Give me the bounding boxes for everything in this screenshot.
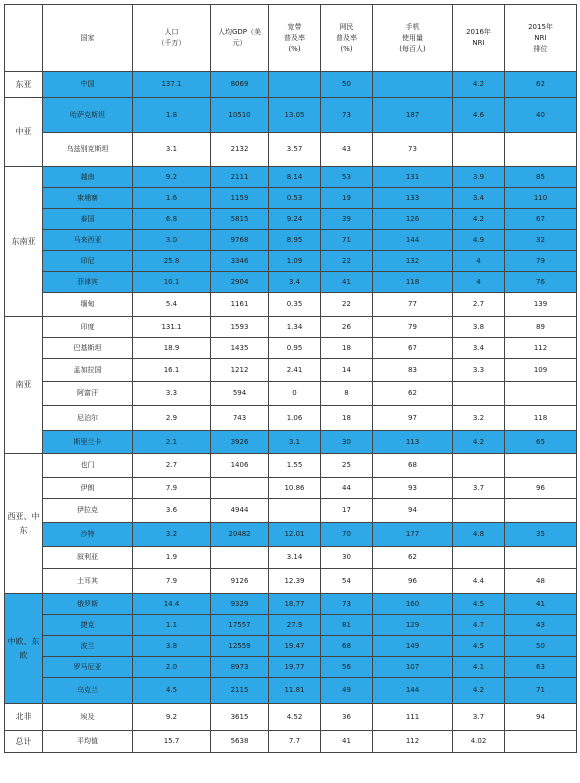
region-cell: 中欧、东欧 <box>5 594 43 704</box>
internet-cell: 36 <box>321 704 373 731</box>
header-text-line: （千万） <box>157 39 186 47</box>
table-row <box>5 678 577 704</box>
country-cell: 尼泊尔 <box>43 406 133 431</box>
broadband-cell: 4.52 <box>269 704 321 731</box>
broadband-cell: 19.47 <box>269 636 321 657</box>
broadband-cell: 12.01 <box>269 523 321 547</box>
population-cell: 3.8 <box>133 636 211 657</box>
table-row <box>5 72 577 98</box>
country-cell: 伊拉克 <box>43 499 133 523</box>
nri-cell <box>453 133 505 167</box>
internet-cell: 53 <box>321 167 373 188</box>
country-cell: 叙利亚 <box>43 547 133 569</box>
population-cell: 3.1 <box>133 133 211 167</box>
broadband-cell: 3.14 <box>269 547 321 569</box>
population-cell: 1.1 <box>133 615 211 636</box>
header-text-line: 人均GDP（美 <box>217 28 262 36</box>
mobile-cell: 62 <box>373 547 453 569</box>
country-cell: 柬埔寨 <box>43 188 133 209</box>
rank-cell: 41 <box>505 594 577 615</box>
country-cell: 俄罗斯 <box>43 594 133 615</box>
country-cell: 孟加拉国 <box>43 359 133 382</box>
country-cell: 马来西亚 <box>43 230 133 251</box>
mobile-cell: 62 <box>373 382 453 406</box>
rank-cell: 63 <box>505 657 577 678</box>
nri-cell: 4.2 <box>453 678 505 704</box>
country-cell: 印度 <box>43 317 133 338</box>
rank-cell: 139 <box>505 293 577 317</box>
internet-cell: 18 <box>321 338 373 359</box>
rank-cell: 62 <box>505 72 577 98</box>
gdp-cell: 5815 <box>211 209 269 230</box>
header-nri-2016 <box>453 5 505 72</box>
rank-cell: 85 <box>505 167 577 188</box>
internet-cell: 14 <box>321 359 373 382</box>
rank-cell: 89 <box>505 317 577 338</box>
broadband-cell: 3.1 <box>269 431 321 454</box>
broadband-cell: 2.41 <box>269 359 321 382</box>
header-text-line: 宽带 <box>287 22 302 31</box>
rank-cell: 67 <box>505 209 577 230</box>
population-cell: 15.7 <box>133 731 211 753</box>
broadband-cell: 0 <box>269 382 321 406</box>
nri-cell: 4.02 <box>453 731 505 753</box>
population-cell: 2.1 <box>133 431 211 454</box>
gdp-cell: 1161 <box>211 293 269 317</box>
country-cell: 也门 <box>43 454 133 478</box>
gdp-cell: 1406 <box>211 454 269 478</box>
population-cell: 7.9 <box>133 569 211 594</box>
gdp-cell: 3926 <box>211 431 269 454</box>
header-text-line: 2016年 <box>466 28 491 36</box>
table-row <box>5 209 577 230</box>
country-cell: 印尼 <box>43 251 133 272</box>
nri-cell: 4.4 <box>453 569 505 594</box>
country-cell: 捷克 <box>43 615 133 636</box>
header-mobile-usage <box>373 5 453 72</box>
nri-cell: 3.9 <box>453 167 505 188</box>
table-row <box>5 338 577 359</box>
country-cell: 斯里兰卡 <box>43 431 133 454</box>
rank-cell: 32 <box>505 230 577 251</box>
country-cell: 沙特 <box>43 523 133 547</box>
internet-cell: 41 <box>321 272 373 293</box>
mobile-cell: 79 <box>373 317 453 338</box>
nri-cell <box>453 547 505 569</box>
gdp-cell: 2111 <box>211 167 269 188</box>
population-cell: 18.9 <box>133 338 211 359</box>
population-cell: 1.9 <box>133 547 211 569</box>
mobile-cell: 129 <box>373 615 453 636</box>
gdp-cell: 17557 <box>211 615 269 636</box>
internet-cell: 54 <box>321 569 373 594</box>
nri-comparison-table <box>4 4 577 753</box>
internet-cell: 26 <box>321 317 373 338</box>
internet-cell: 68 <box>321 636 373 657</box>
mobile-cell <box>373 72 453 98</box>
rank-cell: 50 <box>505 636 577 657</box>
population-cell: 25.8 <box>133 251 211 272</box>
nri-cell: 4.9 <box>453 230 505 251</box>
gdp-cell: 8069 <box>211 72 269 98</box>
table-row <box>5 98 577 133</box>
nri-cell: 4.2 <box>453 209 505 230</box>
nri-cell: 3.4 <box>453 338 505 359</box>
header-text-line: 元） <box>232 39 247 47</box>
population-cell: 2.7 <box>133 454 211 478</box>
country-cell: 哈萨克斯坦 <box>43 98 133 133</box>
internet-cell: 22 <box>321 293 373 317</box>
mobile-cell: 118 <box>373 272 453 293</box>
mobile-cell: 112 <box>373 731 453 753</box>
population-cell: 1.8 <box>133 98 211 133</box>
gdp-cell: 3615 <box>211 704 269 731</box>
table-row <box>5 359 577 382</box>
nri-cell: 3.2 <box>453 406 505 431</box>
nri-cell: 4.5 <box>453 594 505 615</box>
internet-cell: 50 <box>321 72 373 98</box>
internet-cell: 56 <box>321 657 373 678</box>
rank-cell <box>505 382 577 406</box>
table-row <box>5 636 577 657</box>
broadband-cell: 0.35 <box>269 293 321 317</box>
nri-cell: 2.7 <box>453 293 505 317</box>
country-cell: 波兰 <box>43 636 133 657</box>
table-row <box>5 454 577 478</box>
mobile-cell: 111 <box>373 704 453 731</box>
internet-cell: 30 <box>321 431 373 454</box>
mobile-cell: 97 <box>373 406 453 431</box>
population-cell: 131.1 <box>133 317 211 338</box>
country-cell: 罗马尼亚 <box>43 657 133 678</box>
header-text-line: NRI <box>472 39 485 47</box>
header-broadband-rate <box>269 5 321 72</box>
gdp-cell: 2904 <box>211 272 269 293</box>
broadband-cell: 1.34 <box>269 317 321 338</box>
table-row <box>5 406 577 431</box>
rank-cell <box>505 547 577 569</box>
header-text-line: NRI <box>534 33 547 42</box>
mobile-cell: 107 <box>373 657 453 678</box>
country-cell: 阿富汗 <box>43 382 133 406</box>
country-cell: 菲律宾 <box>43 272 133 293</box>
region-cell: 南亚 <box>5 317 43 454</box>
rank-cell <box>505 454 577 478</box>
rank-cell: 112 <box>505 338 577 359</box>
broadband-cell: 19.77 <box>269 657 321 678</box>
population-cell: 1.6 <box>133 188 211 209</box>
gdp-cell: 1212 <box>211 359 269 382</box>
internet-cell: 73 <box>321 594 373 615</box>
population-cell: 10.1 <box>133 272 211 293</box>
table-row <box>5 293 577 317</box>
rank-cell: 118 <box>505 406 577 431</box>
mobile-cell: 149 <box>373 636 453 657</box>
rank-cell <box>505 499 577 523</box>
internet-cell: 22 <box>321 251 373 272</box>
broadband-cell: 13.05 <box>269 98 321 133</box>
gdp-cell: 5638 <box>211 731 269 753</box>
nri-cell: 3.7 <box>453 704 505 731</box>
mobile-cell: 94 <box>373 499 453 523</box>
region-cell: 中亚 <box>5 98 43 167</box>
rank-cell: 48 <box>505 569 577 594</box>
nri-cell: 3.7 <box>453 478 505 499</box>
header-text-line: (每百人) <box>399 44 426 53</box>
broadband-cell: 10.86 <box>269 478 321 499</box>
nri-cell: 4.8 <box>453 523 505 547</box>
gdp-cell: 9768 <box>211 230 269 251</box>
rank-cell: 43 <box>505 615 577 636</box>
mobile-cell: 144 <box>373 678 453 704</box>
nri-cell: 3.4 <box>453 188 505 209</box>
mobile-cell: 187 <box>373 98 453 133</box>
mobile-cell: 131 <box>373 167 453 188</box>
gdp-cell: 9126 <box>211 569 269 594</box>
internet-cell: 41 <box>321 731 373 753</box>
rank-cell: 40 <box>505 98 577 133</box>
nri-cell: 4.1 <box>453 657 505 678</box>
population-cell: 137.1 <box>133 72 211 98</box>
internet-cell: 25 <box>321 454 373 478</box>
header-text-line: 2015年 <box>528 22 553 31</box>
mobile-cell: 144 <box>373 230 453 251</box>
internet-cell: 49 <box>321 678 373 704</box>
nri-cell: 4.2 <box>453 431 505 454</box>
population-cell: 16.1 <box>133 359 211 382</box>
region-cell: 北非 <box>5 704 43 731</box>
rank-cell: 35 <box>505 523 577 547</box>
broadband-cell: 7.7 <box>269 731 321 753</box>
gdp-cell: 3346 <box>211 251 269 272</box>
population-cell: 14.4 <box>133 594 211 615</box>
header-text-line: (%) <box>288 44 301 53</box>
header-population <box>133 5 211 72</box>
region-cell: 总计 <box>5 731 43 753</box>
gdp-cell <box>211 478 269 499</box>
rank-cell: 65 <box>505 431 577 454</box>
table-row <box>5 523 577 547</box>
population-cell: 7.9 <box>133 478 211 499</box>
mobile-cell: 177 <box>373 523 453 547</box>
internet-cell: 71 <box>321 230 373 251</box>
population-cell: 5.4 <box>133 293 211 317</box>
nri-cell <box>453 382 505 406</box>
header-text-line: 手机 <box>405 22 420 31</box>
country-cell: 越南 <box>43 167 133 188</box>
nri-cell: 3.3 <box>453 359 505 382</box>
region-cell: 东南亚 <box>5 167 43 317</box>
header-gdp-per-capita <box>211 5 269 72</box>
population-cell: 9.2 <box>133 167 211 188</box>
table-row <box>5 547 577 569</box>
gdp-cell: 4944 <box>211 499 269 523</box>
mobile-cell: 83 <box>373 359 453 382</box>
gdp-cell <box>211 547 269 569</box>
header-row <box>5 5 577 72</box>
gdp-cell: 1159 <box>211 188 269 209</box>
table-row <box>5 188 577 209</box>
mobile-cell: 67 <box>373 338 453 359</box>
nri-cell: 4.7 <box>453 615 505 636</box>
population-cell: 2.9 <box>133 406 211 431</box>
gdp-cell: 1435 <box>211 338 269 359</box>
internet-cell: 73 <box>321 98 373 133</box>
nri-cell: 4.6 <box>453 98 505 133</box>
gdp-cell: 1593 <box>211 317 269 338</box>
broadband-cell: 8.95 <box>269 230 321 251</box>
header-text-line: (%) <box>340 44 353 53</box>
internet-cell: 18 <box>321 406 373 431</box>
population-cell: 3.2 <box>133 523 211 547</box>
broadband-cell <box>269 499 321 523</box>
header-text-line: 普及率 <box>336 33 357 42</box>
broadband-cell: 1.55 <box>269 454 321 478</box>
header-corner <box>5 5 43 72</box>
table-row <box>5 431 577 454</box>
country-cell: 乌克兰 <box>43 678 133 704</box>
country-cell: 乌兹别克斯坦 <box>43 133 133 167</box>
mobile-cell: 132 <box>373 251 453 272</box>
broadband-cell <box>269 72 321 98</box>
broadband-cell: 27.9 <box>269 615 321 636</box>
internet-cell: 17 <box>321 499 373 523</box>
table-row <box>5 594 577 615</box>
table-row <box>5 317 577 338</box>
gdp-cell: 8973 <box>211 657 269 678</box>
internet-cell: 70 <box>321 523 373 547</box>
gdp-cell: 12559 <box>211 636 269 657</box>
internet-cell: 19 <box>321 188 373 209</box>
table-row <box>5 615 577 636</box>
mobile-cell: 96 <box>373 569 453 594</box>
country-cell: 土耳其 <box>43 569 133 594</box>
country-cell: 平均值 <box>43 731 133 753</box>
gdp-cell: 2115 <box>211 678 269 704</box>
internet-cell: 43 <box>321 133 373 167</box>
broadband-cell: 12.39 <box>269 569 321 594</box>
population-cell: 2.0 <box>133 657 211 678</box>
nri-cell <box>453 454 505 478</box>
broadband-cell: 1.09 <box>269 251 321 272</box>
header-nri-rank-2015 <box>505 5 577 72</box>
table-row <box>5 704 577 731</box>
country-cell: 巴基斯坦 <box>43 338 133 359</box>
population-cell: 3.0 <box>133 230 211 251</box>
broadband-cell: 1.06 <box>269 406 321 431</box>
mobile-cell: 93 <box>373 478 453 499</box>
header-text-line: 人口 <box>164 28 179 36</box>
rank-cell: 71 <box>505 678 577 704</box>
nri-cell: 3.8 <box>453 317 505 338</box>
table-row <box>5 499 577 523</box>
country-cell: 缅甸 <box>43 293 133 317</box>
population-cell: 9.2 <box>133 704 211 731</box>
table-row <box>5 251 577 272</box>
nri-cell: 4 <box>453 272 505 293</box>
rank-cell <box>505 731 577 753</box>
rank-cell: 76 <box>505 272 577 293</box>
header-text-line: 排位 <box>533 44 548 53</box>
country-cell: 泰国 <box>43 209 133 230</box>
header-country <box>43 5 133 72</box>
gdp-cell: 2132 <box>211 133 269 167</box>
table-row <box>5 272 577 293</box>
region-cell: 西亚、中东 <box>5 454 43 594</box>
mobile-cell: 68 <box>373 454 453 478</box>
broadband-cell: 0.95 <box>269 338 321 359</box>
header-text-line: 国家 <box>80 33 95 42</box>
broadband-cell: 0.53 <box>269 188 321 209</box>
internet-cell: 8 <box>321 382 373 406</box>
country-cell: 埃及 <box>43 704 133 731</box>
header-text-line: 使用量 <box>402 33 423 42</box>
rank-cell: 96 <box>505 478 577 499</box>
rank-cell: 109 <box>505 359 577 382</box>
table-row <box>5 478 577 499</box>
mobile-cell: 160 <box>373 594 453 615</box>
mobile-cell: 133 <box>373 188 453 209</box>
gdp-cell: 9329 <box>211 594 269 615</box>
table-row <box>5 133 577 167</box>
mobile-cell: 126 <box>373 209 453 230</box>
nri-cell <box>453 499 505 523</box>
rank-cell: 94 <box>505 704 577 731</box>
gdp-cell: 743 <box>211 406 269 431</box>
rank-cell: 110 <box>505 188 577 209</box>
mobile-cell: 77 <box>373 293 453 317</box>
broadband-cell: 3.57 <box>269 133 321 167</box>
population-cell: 3.3 <box>133 382 211 406</box>
broadband-cell: 9.24 <box>269 209 321 230</box>
gdp-cell: 10510 <box>211 98 269 133</box>
internet-cell: 39 <box>321 209 373 230</box>
internet-cell: 44 <box>321 478 373 499</box>
broadband-cell: 11.81 <box>269 678 321 704</box>
country-cell: 伊朗 <box>43 478 133 499</box>
broadband-cell: 8.14 <box>269 167 321 188</box>
header-internet-rate <box>321 5 373 72</box>
table-row <box>5 731 577 753</box>
nri-cell: 4 <box>453 251 505 272</box>
table-row <box>5 382 577 406</box>
population-cell: 3.6 <box>133 499 211 523</box>
population-cell: 6.8 <box>133 209 211 230</box>
internet-cell: 81 <box>321 615 373 636</box>
table-row <box>5 569 577 594</box>
table-row <box>5 167 577 188</box>
country-cell: 中国 <box>43 72 133 98</box>
gdp-cell: 594 <box>211 382 269 406</box>
mobile-cell: 73 <box>373 133 453 167</box>
broadband-cell: 18.77 <box>269 594 321 615</box>
nri-cell: 4.2 <box>453 72 505 98</box>
internet-cell: 30 <box>321 547 373 569</box>
header-text-line: 网民 <box>339 22 354 31</box>
table-row <box>5 657 577 678</box>
rank-cell: 79 <box>505 251 577 272</box>
region-cell: 东亚 <box>5 72 43 98</box>
rank-cell <box>505 133 577 167</box>
mobile-cell: 113 <box>373 431 453 454</box>
population-cell: 4.5 <box>133 678 211 704</box>
header-text-line: 普及率 <box>284 33 305 42</box>
broadband-cell: 3.4 <box>269 272 321 293</box>
table-row <box>5 230 577 251</box>
nri-cell: 4.5 <box>453 636 505 657</box>
gdp-cell: 20482 <box>211 523 269 547</box>
